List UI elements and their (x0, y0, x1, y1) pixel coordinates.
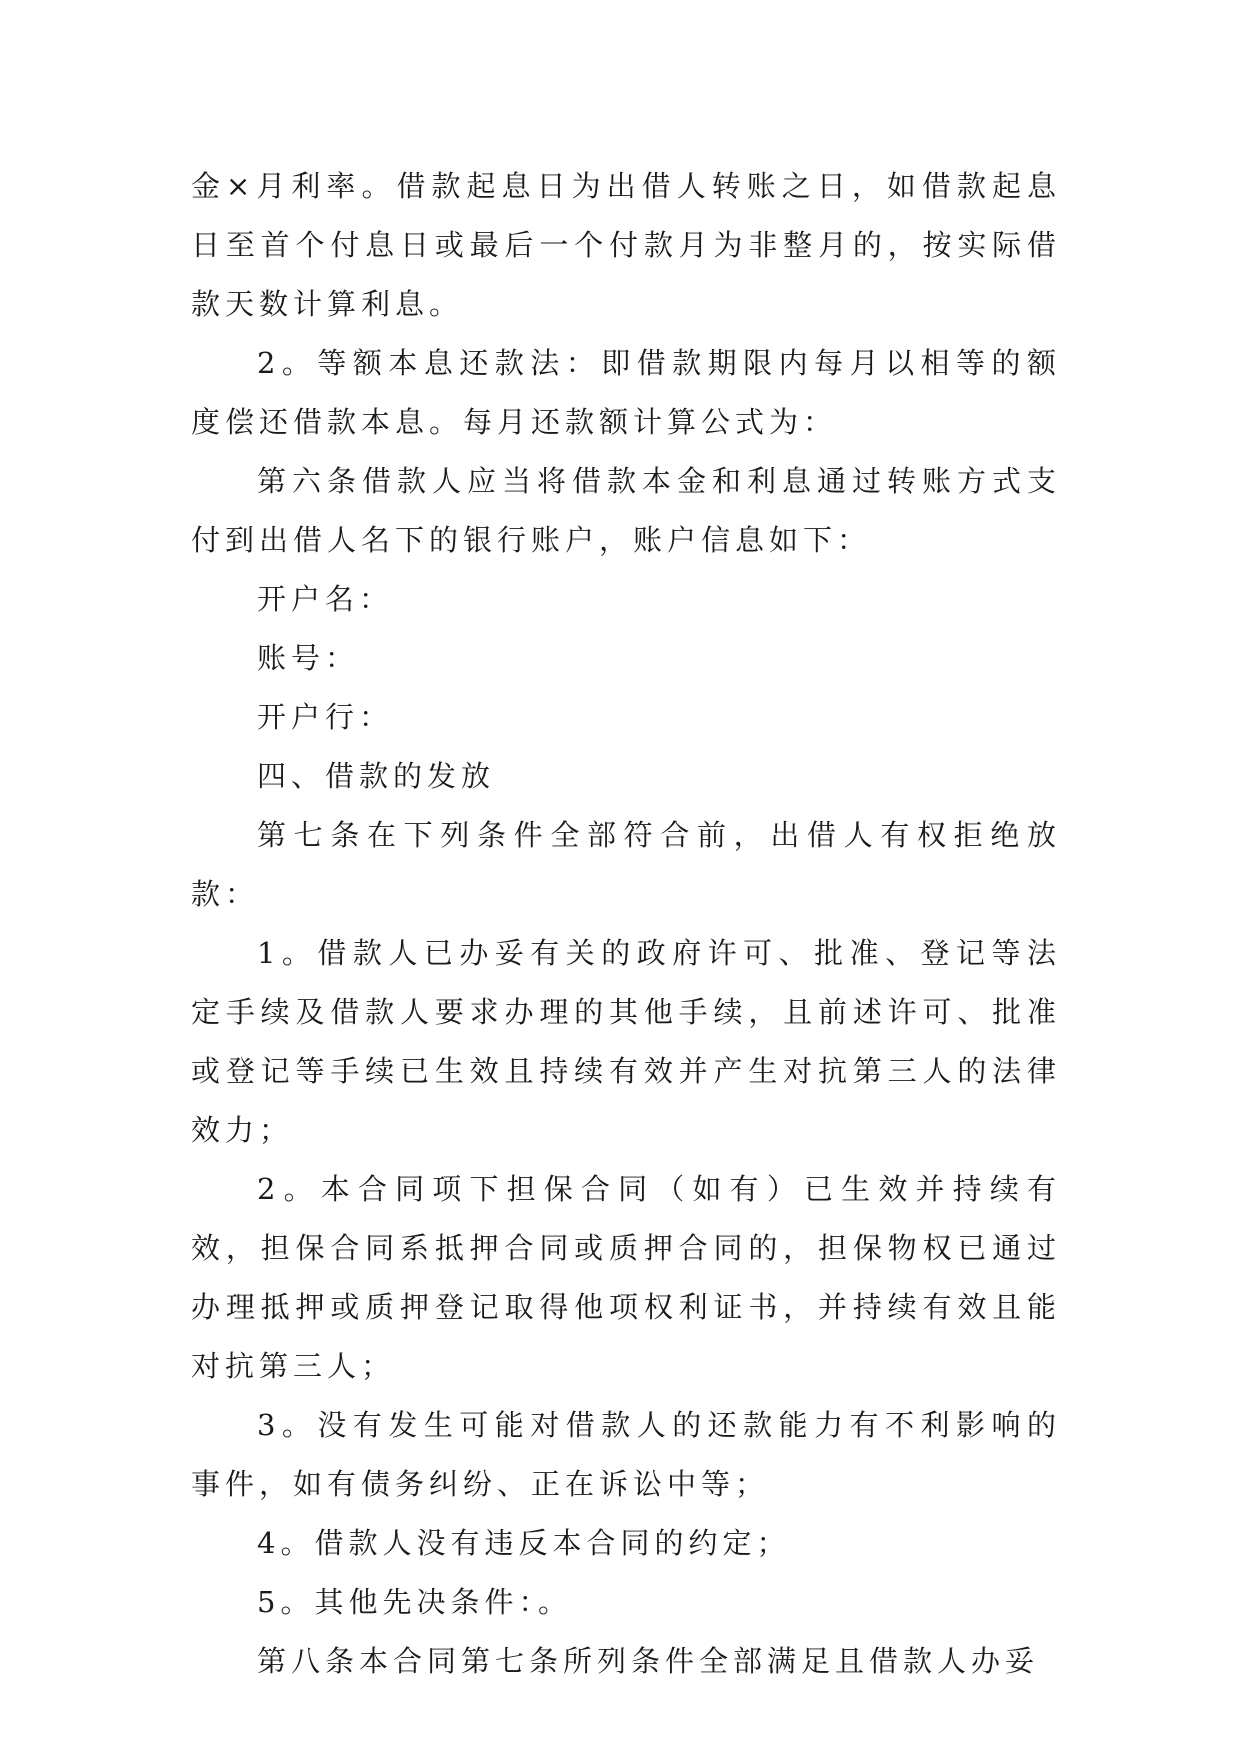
account-bank-field: 开户行： (257, 700, 394, 734)
condition-item-5: 5。其他先决条件：。 (257, 1585, 572, 1619)
paragraph-article-7: 第七条在下列条件全部符合前，出借人有权拒绝放款： (191, 818, 1061, 911)
document-body (191, 157, 1061, 1691)
account-name-field: 开户名： (257, 582, 394, 616)
account-number-field: 账号： (257, 641, 360, 675)
section-heading-loan-disbursement: 四、借款的发放 (257, 759, 496, 793)
condition-item-3: 3。没有发生可能对借款人的还款能力有不利影响的事件，如有债务纠纷、正在诉讼中等； (191, 1408, 1061, 1501)
condition-item-4: 4。借款人没有违反本合同的约定； (257, 1526, 791, 1560)
paragraph-interest-calculation: 金×月利率。借款起息日为出借人转账之日，如借款起息日至首个付息日或最后一个付款月为非整月的，按实际借款天数计算利息。 (191, 169, 1061, 321)
paragraph-equal-installment: 2。等额本息还款法：即借款期限内每月以相等的额度偿还借款本息。每月还款额计算公式为： (191, 346, 1061, 439)
paragraph-article-8: 第八条本合同第七条所列条件全部满足且借款人办妥 (257, 1644, 1040, 1678)
condition-item-1: 1。借款人已办妥有关的政府许可、批准、登记等法定手续及借款人要求办理的其他手续，且前述许可、批准或登记等手续已生效且持续有效并产生对抗第三人的法律效力； (191, 936, 1061, 1147)
condition-item-2: 2。本合同项下担保合同（如有）已生效并持续有效，担保合同系抵押合同或质押合同的，担保物权已通过办理抵押或质押登记取得他项权利证书，并持续有效且能对抗第三人； (191, 1172, 1061, 1383)
paragraph-article-6: 第六条借款人应当将借款本金和利息通过转账方式支付到出借人名下的银行账户，账户信息如下： (191, 464, 1061, 557)
